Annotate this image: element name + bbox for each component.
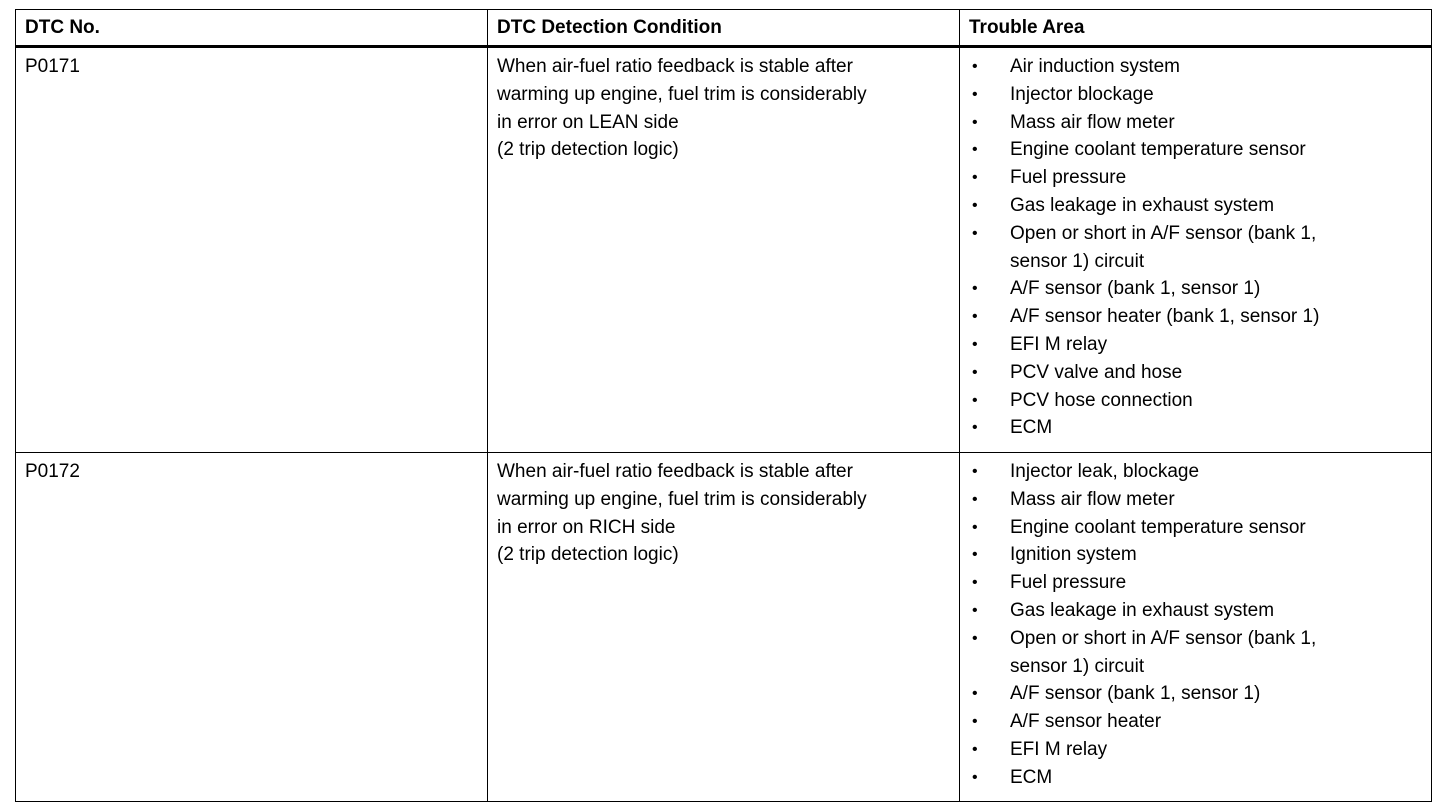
trouble-area-text: EFI M relay [1010,333,1108,355]
trouble-area-item [969,303,1422,331]
trouble-area-text: Air induction system [1010,56,1181,77]
bullet-icon: • [972,335,978,353]
detection-condition [488,453,960,802]
trouble-area-text: Injector leak, blockage [1010,461,1200,482]
bullet-icon: • [972,308,978,326]
trouble-area-item [969,109,1422,137]
trouble-area-cell [960,453,1432,802]
condition-line: (2 trip detection logic) [497,544,679,566]
bullet-icon: • [972,574,978,592]
trouble-area-item [969,81,1422,109]
trouble-area-text: A/F sensor heater [1010,711,1162,733]
bullet-icon: • [972,169,978,187]
trouble-area-item [969,220,1422,276]
bullet-icon: • [972,740,978,758]
trouble-area-item [969,764,1422,792]
bullet-icon: • [972,490,978,508]
trouble-area-item [969,275,1422,303]
table-header-row [16,10,1432,47]
bullet-icon: • [972,601,978,619]
trouble-area-item [969,597,1422,625]
dtc-code: P0172 [16,453,488,802]
trouble-area-item [969,359,1422,387]
trouble-area-item [969,514,1422,542]
trouble-area-item [969,708,1422,736]
trouble-area-text: PCV hose connection [1010,389,1193,411]
bullet-icon: • [972,224,978,242]
trouble-area-item [969,736,1422,764]
trouble-area-item [969,414,1422,442]
trouble-area-item [969,136,1422,164]
trouble-area-text: A/F sensor (bank 1, sensor 1) [1010,278,1261,300]
condition-line: When air-fuel ratio feedback is stable after [497,461,853,482]
condition-line: warming up engine, fuel trim is considerably [497,488,867,510]
bullet-icon: • [972,518,978,536]
bullet-icon: • [972,113,978,131]
header-detection-condition: DTC Detection Condition [488,10,960,47]
trouble-area-item [969,164,1422,192]
bullet-icon: • [972,196,978,214]
bullet-icon: • [972,768,978,786]
trouble-area-item [969,458,1422,486]
trouble-area-text: ECM [1010,766,1053,788]
dtc-table [15,9,1432,802]
table-row [16,47,1432,453]
trouble-area-item [969,680,1422,708]
trouble-area-text: Ignition system [1010,544,1137,566]
trouble-area-text: PCV valve and hose [1010,361,1183,383]
trouble-area-text: Open or short in A/F sensor (bank 1, sensor 1) circuit [1010,222,1317,272]
trouble-area-item [969,192,1422,220]
trouble-area-text: Fuel pressure [1010,572,1127,594]
trouble-area-text: Injector blockage [1010,83,1154,105]
trouble-area-cell [960,47,1432,453]
trouble-area-item [969,541,1422,569]
trouble-area-text: Mass air flow meter [1010,488,1175,510]
trouble-area-text: Fuel pressure [1010,167,1127,189]
trouble-area-item [969,486,1422,514]
bullet-icon: • [972,713,978,731]
trouble-area-text: A/F sensor (bank 1, sensor 1) [1010,683,1261,705]
bullet-icon: • [972,685,978,703]
dtc-code: P0171 [16,47,488,453]
trouble-area-item [969,331,1422,359]
bullet-icon: • [972,463,978,480]
trouble-area-text: ECM [1010,417,1053,439]
trouble-area-text: Mass air flow meter [1010,111,1175,133]
trouble-area-text: A/F sensor heater (bank 1, sensor 1) [1010,306,1320,328]
trouble-area-item [969,625,1422,681]
trouble-area-text: Engine coolant temperature sensor [1010,516,1306,538]
header-trouble-area: Trouble Area [960,10,1432,47]
trouble-area-text: EFI M relay [1010,738,1108,760]
condition-line: warming up engine, fuel trim is considerably [497,83,867,105]
trouble-area-list [969,53,1422,442]
trouble-area-item [969,53,1422,81]
bullet-icon: • [972,419,978,437]
bullet-icon: • [972,280,978,298]
trouble-area-text: Engine coolant temperature sensor [1010,139,1306,161]
condition-line: in error on LEAN side [497,111,679,133]
trouble-area-text: Gas leakage in exhaust system [1010,194,1275,216]
bullet-icon: • [972,85,978,103]
trouble-area-text: Gas leakage in exhaust system [1010,599,1275,621]
table-row [16,453,1432,802]
trouble-area-item [969,387,1422,415]
bullet-icon: • [972,141,978,159]
bullet-icon: • [972,363,978,381]
condition-line: When air-fuel ratio feedback is stable after [497,56,853,77]
bullet-icon: • [972,629,978,647]
condition-line: (2 trip detection logic) [497,139,679,161]
bullet-icon: • [972,58,978,75]
detection-condition [488,47,960,453]
bullet-icon: • [972,391,978,409]
header-dtc-no: DTC No. [16,10,488,47]
trouble-area-text: Open or short in A/F sensor (bank 1, sensor 1) circuit [1010,627,1317,677]
bullet-icon: • [972,546,978,564]
condition-line: in error on RICH side [497,516,676,538]
trouble-area-list [969,458,1422,792]
trouble-area-item [969,569,1422,597]
